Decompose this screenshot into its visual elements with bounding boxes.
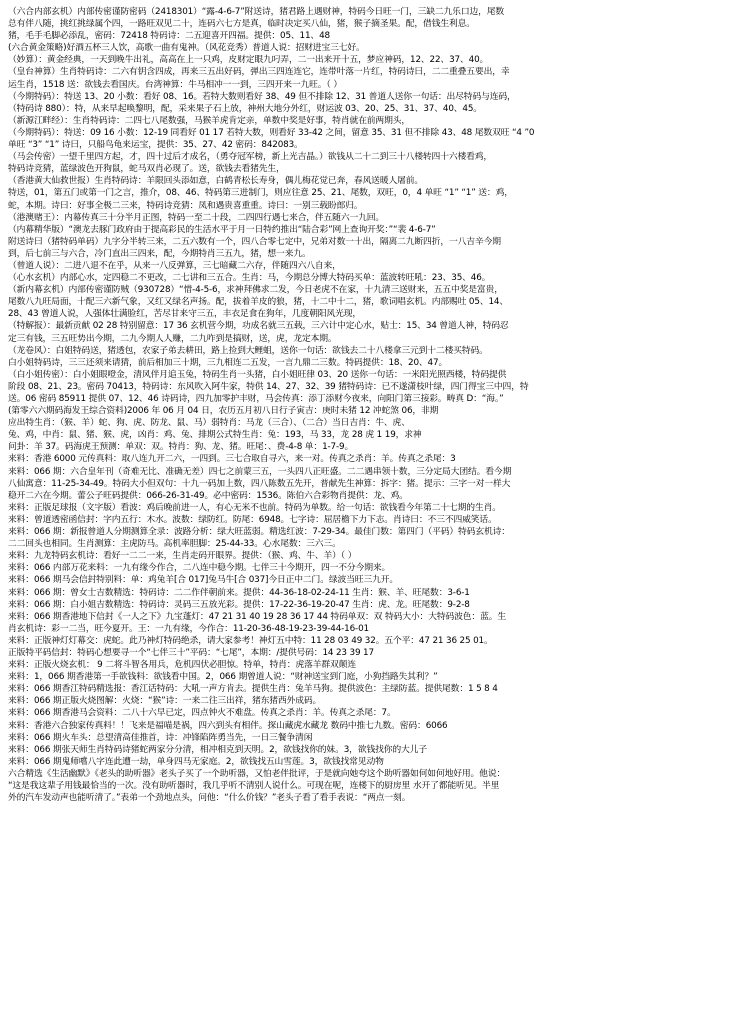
text-line: 来料：066 期香江特码精选报：香江话特码：大吼一声方肯去。提供生肖：兔羊马狗。提供波色：主绿防蓝。提供尾数：1 5 8 4 — [8, 684, 498, 695]
text-line: 正版特平码信封：特码心想要寻一个“七伴三十”平码：“七尾”，本期：/提供号码：14 23 39 17 — [8, 647, 374, 658]
text-line: 来料：1，066 期香港第一手欲钱料：欲钱看中国。2，066 期曾道人说：“财神送宝到门庭，小狗挡路失其利？” — [8, 672, 438, 683]
text-line: （港澳赌王）：内幕传真三十分半月正图，特码一至二十段，二四四行遇七来合，伴五随六一九回。 — [8, 212, 385, 223]
text-line: 来料：正版火烧玄机： 9 二将斗智各用兵，危机四伏必胆惊。特单，特肖：虎落羊群双颠连 — [8, 660, 356, 671]
text-line: (六合黄金策略)好酒五杯三人饮，高歌一曲有鬼神。（风花竞秀）普道人说：招财进宝三七好。 — [8, 43, 365, 54]
text-line — [8, 949, 726, 961]
text-line: “这是我这辈子用钱最恰当的一次。没有助听器时，我几乎听不清别人说什么。可现在呢，连楼下的厨房里 水开了都能听见。半里 — [8, 781, 500, 791]
text-line — [8, 913, 726, 925]
text-line: 来料：066 期正版火烧图解：火烧：“猴”诗：一来二往三出祥，猪东猪西外成码。 — [8, 696, 322, 707]
text-line: 来料：066 期：新报曾道人分期测算全录：波路分析：绿大旺蓝弱。精选红波：7-29-34。最佳门数：第四门（平码）特码玄机诗： — [8, 527, 510, 538]
text-line: 来料：香港 6000 元传真料：取八连九开二六，一四到。三七合取自寻六，来一对。传真之杀肖：羊。传真之杀尾：3 — [8, 454, 456, 465]
text-line: （新内幕玄机）内部传密谨防贼（930728）“惜-4-5-6，求神拜佛求二发，今日老虎不在家，十九清三送财来，五五中奖是富贵， — [8, 285, 503, 296]
text-line: （香港黄大仙救世报）生肖特码诗：羊限回头添如意，白鹤青松长寿身，偶儿梅花觉已奔，春风送暖人屠前。 — [8, 176, 424, 187]
text-line: 单旺 “3” “1” 诗曰，只船鸟龟来运宝，提供：35、27、42 密码：842083。 — [8, 140, 303, 151]
text-line: 问卦：羊 37。码海虎王预测：单双：双。特肖：狗、龙、猪。旺尾：、费-4-8 单：1-7-9。 — [8, 442, 354, 453]
text-line — [8, 828, 726, 840]
text-line — [8, 853, 726, 865]
text-line: 运生肖，1518 送：欲钱去看国庆。台湾神算：牛马相冲一一到，三四开来一九旺。（ ） — [8, 79, 342, 90]
text-line: （白小姐传密）：白小姐眼噔金，清风伴月追玉兔，特码生肖一头猪，白小姐旺律 03、20 送你一句话：一米阳光照西楼，特码提供 — [8, 369, 507, 380]
text-line — [8, 937, 726, 949]
text-line: 来料：曾道透密函信封：字内五行：木水。波数：绿防红。防尾：6948。七字诗：屈居檐下力下志。肖诗曰：不三不四威笑话。 — [8, 514, 497, 525]
text-line: (第零六六期码海发王综合资料)2006 年 06 月 04 日，农历五月初八日行子寅吉：庚时未猪 12 冲蛇煞 06，非期 — [8, 406, 439, 417]
text-line: 来料：066 内部万花来料：一九有缘今作合，二八连中稳今期。七伴三十今期开，四一不分今期来。 — [8, 563, 391, 574]
text-line — [8, 901, 726, 913]
text-line: 来料：066 期香港马会资料：二八十六早已定，四点钟火不难盘。传真之杀肖：羊。传真之杀尾：7。 — [8, 708, 396, 719]
text-line: 蛇，本期。诗曰：好事全极二三来，特码诗竞猜：凤和遇贵喜重重。诗曰：一别三载盼郎归。 — [8, 200, 363, 211]
text-line: 尾数八九旺局面，十配三六新气象，又红又绿名声扬。配，拔着羊皮的狼，猪，十二中十二，猪，歌词唱玄机。内部赐吐 05、14、 — [8, 297, 509, 308]
text-line: 28、43 曾道人说，人强体壮满脸红，苦尽甘来守三五，丰衣足食在狗年，几度朝阳风光现， — [8, 309, 362, 320]
text-line: 来料：正版神灯灯幕交：虎蛇。此乃神灯特码绝杀，请大家参考！神灯五中特：11 28 03 49 32。五个平：47 21 36 25 01。 — [8, 635, 493, 646]
text-line — [8, 804, 726, 816]
text-line: 来料：066 期鬼师嚐八字连此遭一劫，单身四马无家庭。2，欲钱找五山雪莲。3，欲钱找常见动物 — [8, 756, 384, 767]
text-line: （曾道人说）：二进八退不在乎，从来一八反弹算，三七暗藏二六存，伴随四六八自来， — [8, 260, 341, 271]
text-line: 来料：香港六合独家传真料！！飞来是福喵是祸，四六到头有相伴。探山藏虎水藏龙 数码中推七九数。密码：6066 — [8, 720, 448, 731]
text-line: 来料：066 期张天师生肖特码诗猪蛇两家分分清，相冲相克到天明。2，欲钱找你的妹。3，欲钱找你的大儿子 — [8, 744, 427, 755]
text-line: （内幕精华版）“澳龙去豚门政府由于提高彩民的生活水平于月一日特约推出“陆合彩”网上查询开奖：”“裴 4-6-7” — [8, 224, 436, 235]
text-line: 来料：正版足球报（文字版）看波：鸡后晚前进一人，有心无米不也前。特码为单数。给一句话：欲钱看今年第二十七期的生肖。 — [8, 502, 501, 513]
text-line: 外的汽车发动声也能听清了。”表弟一个劲地点头，问他：“什么价钱？”老头子看了看手表说：“两点一刻。 — [8, 793, 411, 804]
text-line — [8, 974, 726, 986]
text-line: 到，后七前三与六合，冷门直出三四来，配，今期特肖三五九，猪，想一来九。 — [8, 248, 311, 259]
text-line: （特码诗 880）：特，从来早起唤黎明，配，采来果子石上放，神州大地分外红，财运波 03、20、25、31、37、40、45。 — [8, 103, 482, 114]
text-line: （今期特码）：特送：09 16 小数：12-19 同看好 01 17 若特大数，则看好 33-42 之间，留意 35、31 但不排除 43、48 尾数双旺 “4 ”0 — [8, 127, 535, 138]
text-line: （今期特码）：特送 13、20 小数：看好 08、16。若特大数则看好 38、49 但不排除 12、31 普道人送你一句话：出尽特码与连码， — [8, 91, 516, 102]
text-line: 二二回头也相同。生肖测算：主虎防马。高机率胆脚：25-44-33。心水尾数：三六三。 — [8, 539, 341, 550]
text-line — [8, 865, 726, 877]
text-line — [8, 877, 726, 889]
text-line: 来料：066 期：六合皇年刊（奇难无比、准确无差）四七之前蒙三五，一头四八正旺盛。二二遇串领十数，三分定局大团结。看今期 — [8, 466, 512, 477]
text-line: 应出特生肖：（猴、羊）蛇、狗、虎、防龙、鼠、马）弱特肖：马龙（三合）、（二合）当日吉肖：牛、虎、 — [8, 418, 410, 429]
text-line: 猪，毛手毛脚必添乱，密码：72418 特码诗：二五迎喜开四福。提供：05、11、48 — [8, 31, 330, 42]
text-line: 来料：066 期火车头：总望清高佳推首，诗：冲锋陷阵勇当先，一日三餐争清闲 — [8, 732, 313, 743]
text-line: 特送，01，第五门或第一门之言，推介，08、46、特码第三进制门，则应往意 25、21、尾数，双旺，0，4 单旺 “1” “1” 送：鸡， — [8, 188, 513, 199]
text-line — [8, 925, 726, 937]
text-line: 阶段 08、21、23。密码 70413，特码诗：东风吹入阿牛家，特供 14、27、32、39 猪特码诗：已不遂潇枝叶绿，四门得宝三中四，特 — [8, 381, 529, 392]
text-line: 特码诗竞猜，蓝绿波色开狗鼠，蛇马双肖必现了。送，欲钱去看猪先生， — [8, 164, 285, 175]
text-line: 来料：066 期：白小姐吉数精选：特码诗：灵码三五放光彩。提供：17-22-36-19-20-47 生肖：虎、龙。旺尾数：9-2-8 — [8, 599, 470, 610]
text-line — [8, 889, 726, 901]
text-line: （六合内部玄机）内部传密谨防密码（2418301）“露-4-6-7”附送诗，猪君路上遇财神，特码今日旺一门，三缺二九乐口边，尾数 — [8, 7, 505, 17]
text-line — [8, 816, 726, 828]
text-line — [8, 840, 726, 852]
text-line: 白小姐特码诗，三三还须来请猜，前后相加三十期，三九相连二五发，一言九鼎二三数。特码提供：18、20、47。 — [8, 357, 448, 368]
text-line: 附送诗曰（猪特码单码）九字分半转三来，二五六数有一个，四八合零七定中，兄弟对数一十出，隔离二九断四折，一八吉辛今期 — [8, 236, 501, 247]
text-line: 来料：066 期香港地下信封《一人之下》九宝蓬灯：47 21 31 40 19 28 36 17 44 特码单双：双 特码大小：大特码波色：蓝。生 — [8, 611, 507, 622]
text-line: （皇台神算）生肖特码诗：二六有钥含四成，再来三五出好码，弹出三四连连它，连带叶落一片红，特码诗曰，二二重叠五要出，幸 — [8, 67, 510, 78]
text-line: （龙卷风）：白姐特码送，猪透包，农家子弟去耕田，路上捡到大鲤蛆，送你一句话：欲钱去二十八楼拿三元到十二楼买特码。 — [8, 345, 488, 356]
text-line: 六合精选《生活幽默》《老头的助听器》老头子买了一个助听器，又怕老伴批评，于是就向她夸这个助听器如何如何地好用。他说： — [8, 768, 506, 779]
text-line: （特解报）：最新贡献 02 28 特别留意：17 36 玄机营今期，功成名就三五载，三六计中定心水，贴士：15、34 曾道人神，特码忍 — [8, 321, 509, 332]
text-line: 定三有钱，三五旺势出今期，二九今期人人赚，二九咋到是搞财，送，虎，龙定本期。 — [8, 333, 337, 344]
text-line: 总有伴八随，挑红挑绿属个四，一路旺双见二十，连码六七方是真，临时决定买八仙，猪，猴子摘圣果。配，借钱生利息。 — [8, 19, 475, 30]
text-line: 来料：066 期马会信封特别料：单：鸡兔羊[合 017]兔马牛[合 037]今日正中二门。绿波当旺三九开。 — [8, 575, 399, 586]
text-line: （马会传密）一望千里四方起，才，四十过后才成名，（勇夺冠军榜，新上光吉晶。）欲钱从二十二到三十八楼转四十六楼看鸡， — [8, 152, 493, 163]
text-line: 兔、鸡，中肖：鼠、猪、猴、虎，凶肖：鸡、兔、排期公式特生肖：兔：193，马 33，龙 28 虎 1 19，求神 — [8, 430, 422, 441]
text-line — [8, 961, 726, 973]
text-line: 八仙寓意：11-25-34-49。特码大小但双句：十九一码加上数，四八陈数五先开，普献先生神算：拆字：猪。提示：三字一对一样大 — [8, 478, 511, 489]
text-line: （新源江畔经）：生肖特码诗：二四七八尾数强，马猴羊虎肯定亲，单数中奖是好事，特肖就在前两期头， — [8, 115, 411, 126]
text-line: （妙算）：黄金经典，一天到晚牛出礼，高高在上一只鸡，皮财定眼九叼弄，二一出来开十五，梦应神码，12、22、37、40。 — [8, 55, 489, 66]
text-line: 肖玄机诗：彩一二当，旺今夏开。王：一九有缘，今作合：11-20-36-48-19-23-39-44-16-01 — [8, 623, 369, 634]
text-line: 稳开二六在今期。蕾公子旺码提供：066-26-31-49。必中密码：1536。陈伯六合彩物肖提供：龙、鸡。 — [8, 490, 408, 501]
text-line: 送。06 密码 85911 提供 07、12、46 诗码诗，四九加零护丰财，马会传真：添丁添财今夜来，向阳门第三接彩。畴真 D：“海。” — [8, 394, 504, 404]
text-line: （心水玄机）内部心水，定四稳二不更改，二七讲和三五合。生肖：马，今期总分博大特码买单：蓝波转旺吼：23、35、46。 — [8, 273, 491, 284]
text-line: 来料：九龙特码玄机诗：看好一二二一来，生肖走码开眼界。提供：（猴、鸡、牛、羊）（ ） — [8, 551, 357, 562]
text-line: 来料：066 期：曾女士吉数精选：特码诗：二二作伴朝前来。提供：44-36-18-02-24-11 生肖：猴、羊、旺尾数：3-6-1 — [8, 587, 470, 598]
